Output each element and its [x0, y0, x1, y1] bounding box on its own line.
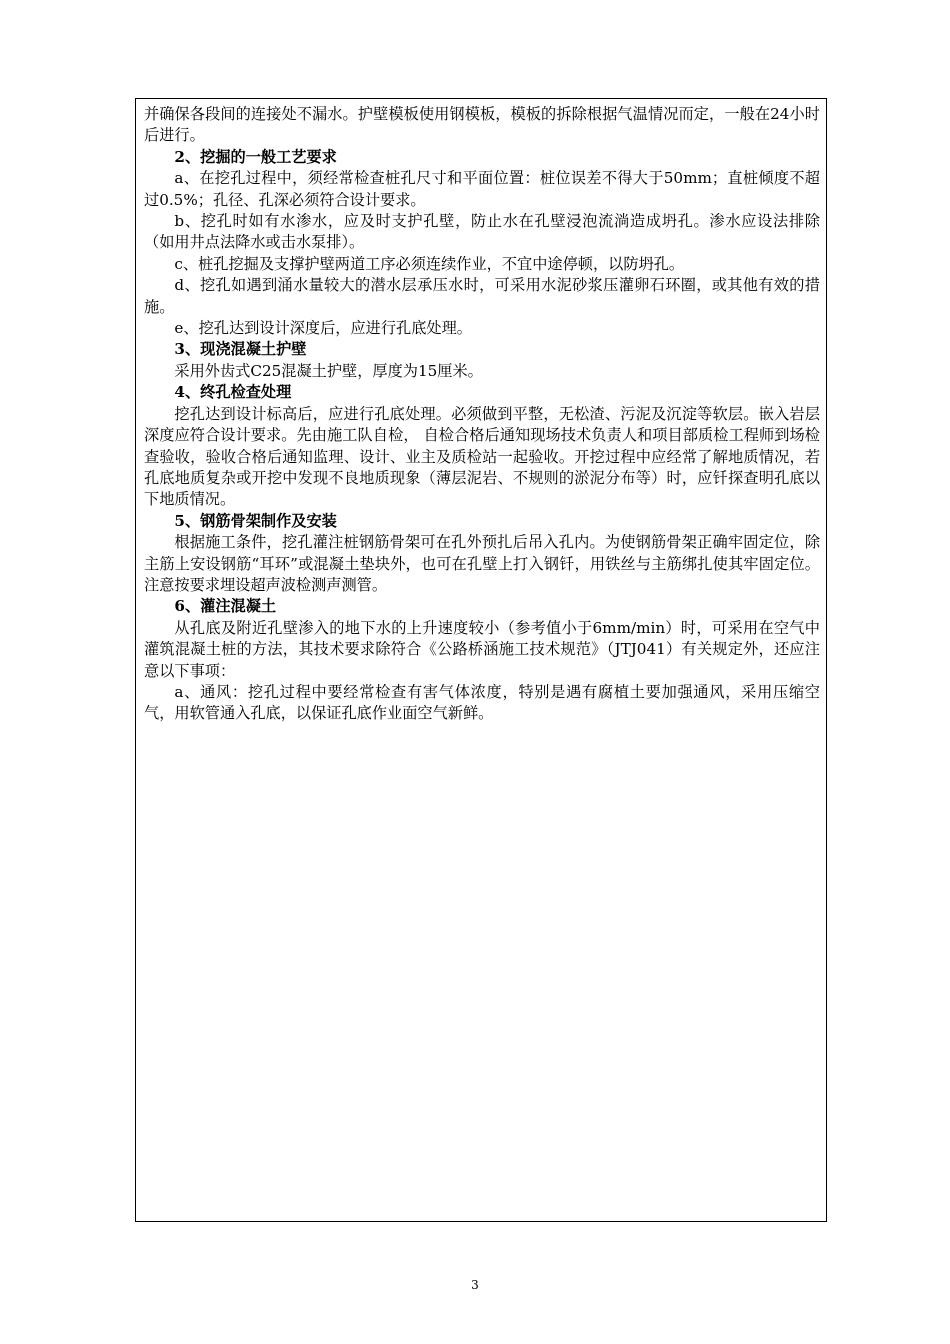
- paragraph-4: 挖孔达到设计标高后，应进行孔底处理。必须做到平整，无松渣、污泥及沉淀等软层。嵌入岩层深度应符合设计要求。先由施工队自检， 自检合格后通知现场技术负责人和项目部质检工程师到场检查验收，验收合格后通知监理、设计、业主及质检站一起验收。开挖过程中应经常了解地质情况，若孔底地质复杂或开挖中发现不良地质现象（薄层泥岩、不规则的淤泥分布等）时，应钎探查明孔底以下地质情况。: [144, 404, 820, 509]
- section-heading-2: 2、挖掘的一般工艺要求: [174, 147, 337, 166]
- section-heading-3: 3、现浇混凝土护壁: [174, 340, 307, 359]
- paragraph-2c: c、桩孔挖掘及支撑护壁两道工序必须连续作业，不宜中途停顿，以防坍孔。: [174, 254, 685, 273]
- paragraph-3: 采用外齿式C25混凝土护壁，厚度为15厘米。: [174, 361, 483, 380]
- paragraph-5: 根据施工条件，挖孔灌注桩钢筋骨架可在孔外预扎后吊入孔内。为使钢筋骨架正确牢固定位，除主筋上安设钢筋“耳环”或混凝土垫块外，也可在孔壁上打入钢钎，用铁丝与主筋绑扎使其牢固定位。注意按要求埋设超声波检测声测管。: [144, 533, 820, 594]
- section-heading-4: 4、终孔检查处理: [174, 383, 292, 402]
- section-heading-5: 5、钢筋骨架制作及安装: [174, 511, 337, 530]
- paragraph-continuation: 并确保各段间的连接处不漏水。护壁模板使用钢模板，模板的拆除根据气温情况而定，一般在24小时后进行。: [144, 105, 820, 145]
- page-number: 3: [471, 1278, 479, 1292]
- paragraph-2a: a、在挖孔过程中，须经常检查桩孔尺寸和平面位置：桩位误差不得大于50mm；直桩倾度不超过0.5%；孔径、孔深必须符合设计要求。: [144, 169, 820, 209]
- paragraph-6: 从孔底及附近孔壁渗入的地下水的上升速度较小（参考值小于6mm/min）时，可采用在空气中灌筑混凝土桩的方法，其技术要求除符合《公路桥涵施工技术规范》（JTJ041）有关规定外，还应注意以下事项：: [144, 618, 820, 680]
- paragraph-2d: d、挖孔如遇到涌水量较大的潜水层承压水时，可采用水泥砂浆压灌卵石环圈，或其他有效的措施。: [144, 276, 820, 316]
- section-heading-6: 6、灌注混凝土: [174, 597, 277, 616]
- paragraph-2e: e、挖孔达到设计深度后，应进行孔底处理。: [174, 319, 472, 338]
- paragraph-6a: a、通风：挖孔过程中要经常检查有害气体浓度，特别是遇有腐植土要加强通风，采用压缩空气，用软管通入孔底，以保证孔底作业面空气新鲜。: [144, 682, 820, 723]
- paragraph-2b: b、挖孔时如有水渗水，应及时支护孔壁，防止水在孔壁浸泡流淌造成坍孔。渗水应设法排除（如用井点法降水或击水泵排）。: [144, 212, 820, 252]
- document-body: [144, 104, 820, 725]
